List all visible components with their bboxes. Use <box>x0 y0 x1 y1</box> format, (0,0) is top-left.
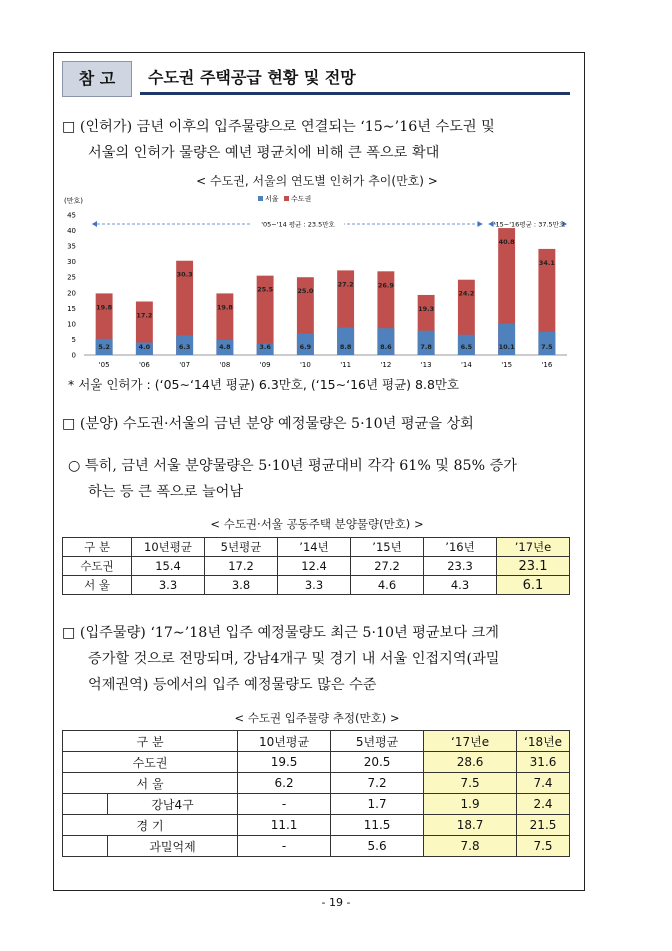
paragraph-line: 증가할 것으로 전망되며, 강남4개구 및 경기 내 서울 인접지역(과밀 <box>88 651 500 667</box>
checkbox-marker: □ <box>62 416 76 432</box>
data-label-seoul: 6.5 <box>460 343 473 351</box>
table-cell: 31.6 <box>517 752 570 773</box>
table-cell: 3.8 <box>205 576 278 595</box>
table-cell: 18.7 <box>424 815 517 836</box>
y-unit-label: (만호) <box>64 197 83 205</box>
table-cell: 7.5 <box>517 836 570 857</box>
paragraph-line: (인허가) 금년 이후의 입주물량으로 연결되는 ‘15∼’16년 수도권 및 <box>79 119 495 135</box>
data-label-seoul: 7.8 <box>420 343 432 351</box>
y-tick-label: 5 <box>71 335 76 344</box>
table-cell: 7.4 <box>517 773 570 794</box>
arrow-head <box>478 221 483 227</box>
legend-label: 수도권 <box>291 195 312 203</box>
data-label-seoul: 5.2 <box>98 343 110 351</box>
table-cell: 2.4 <box>517 794 570 815</box>
table-cell: 7.2 <box>331 773 424 794</box>
table-row <box>63 836 570 857</box>
data-label-capital: 25.5 <box>257 285 274 294</box>
table-cell: 27.2 <box>351 557 424 576</box>
data-label-seoul: 4.0 <box>138 343 151 351</box>
table-cell: 3.3 <box>132 576 205 595</box>
data-label-capital: 19.3 <box>418 304 435 313</box>
checkbox-marker: □ <box>62 625 76 641</box>
table-cell: 12.4 <box>278 557 351 576</box>
section-title: 수도권 주택공급 현황 및 전망 <box>140 61 570 95</box>
y-tick-label: 10 <box>67 320 76 329</box>
table-header-row <box>63 538 570 557</box>
data-label-seoul: 7.5 <box>541 343 553 351</box>
permits-chart <box>62 190 572 375</box>
table-header-cell: ’16년 <box>424 538 497 557</box>
table-header-cell: ‘18년e <box>517 731 570 752</box>
table-cell: 17.2 <box>205 557 278 576</box>
table-cell: 6.2 <box>238 773 331 794</box>
table-header-cell: 10년평균 <box>238 731 331 752</box>
data-label-capital: 34.1 <box>538 258 555 267</box>
table-cell: 1.7 <box>331 794 424 815</box>
data-label-seoul: 6.9 <box>299 343 312 351</box>
x-tick-label: '11 <box>340 361 352 369</box>
table-row <box>63 815 570 836</box>
presale-table <box>62 537 570 595</box>
table-cell: 7.8 <box>424 836 517 857</box>
data-label-seoul: 3.6 <box>259 343 271 351</box>
legend-swatch <box>258 196 263 201</box>
table-cell: 1.9 <box>424 794 517 815</box>
table-row <box>63 794 570 815</box>
legend-label: 서울 <box>265 195 279 203</box>
table-header-cell: ’14년 <box>278 538 351 557</box>
annotation-label: '15~'16평균 : 37.5만호 <box>493 220 566 229</box>
table-cell: 경 기 <box>63 815 238 836</box>
x-tick-label: '08 <box>219 361 231 369</box>
arrow-head <box>92 221 97 227</box>
paragraph-presale <box>62 411 474 437</box>
section-header <box>62 61 572 97</box>
bullet-marker: ○ <box>68 458 81 474</box>
table-cell: 서 울 <box>63 773 238 794</box>
table-header-cell: 구 분 <box>63 538 132 557</box>
paragraph-line: 서울의 인허가 물량은 예년 평균치에 비해 큰 폭으로 확대 <box>88 145 440 161</box>
legend-swatch <box>284 196 289 201</box>
x-tick-label: '15 <box>501 361 513 369</box>
y-tick-label: 25 <box>67 273 76 282</box>
table-cell: 23.3 <box>424 557 497 576</box>
x-tick-label: '12 <box>380 361 392 369</box>
y-tick-label: 30 <box>67 258 76 267</box>
x-tick-label: '06 <box>138 361 150 369</box>
table-cell: 11.1 <box>238 815 331 836</box>
paragraph-line: (분양) 수도권·서울의 금년 분양 예정물량은 5·10년 평균을 상회 <box>79 416 474 432</box>
table-header-row <box>63 731 570 752</box>
table-header-cell: 5년평균 <box>331 731 424 752</box>
data-label-capital: 25.0 <box>297 287 314 296</box>
data-label-seoul: 8.6 <box>380 343 392 351</box>
y-tick-label: 0 <box>71 351 76 360</box>
x-tick-label: '10 <box>299 361 311 369</box>
y-tick-label: 15 <box>67 304 76 313</box>
data-label-capital: 30.3 <box>176 270 193 279</box>
table-cell: 5.6 <box>331 836 424 857</box>
table-cell: - <box>238 836 331 857</box>
table-cell: 6.1 <box>497 576 570 595</box>
table1-caption: < 수도권·서울 공동주택 분양물량(만호) > <box>210 517 424 531</box>
table-cell: 3.3 <box>278 576 351 595</box>
table-cell: 11.5 <box>331 815 424 836</box>
table-row <box>63 752 570 773</box>
annotation-label: '05~'14 평균 : 23.5만호 <box>261 220 335 229</box>
table2-caption: < 수도권 입주물량 추정(만호) > <box>234 711 400 725</box>
chart-caption: < 수도권, 서울의 연도별 인허가 추이(만호) > <box>196 174 438 188</box>
table-cell: 20.5 <box>331 752 424 773</box>
y-tick-label: 35 <box>67 242 76 251</box>
indent-spacer <box>63 794 108 815</box>
chart-footnote: * 서울 인허가 : (‘05∼‘14년 평균) 6.3만호, (‘15∼‘16년 평균) 8.8만호 <box>68 377 460 392</box>
paragraph-move-in <box>62 620 500 698</box>
data-label-capital: 26.9 <box>377 281 394 290</box>
arrow-head <box>489 221 494 227</box>
paragraph-line: 하는 등 큰 폭으로 늘어남 <box>88 484 244 500</box>
table-cell: 수도권 <box>63 557 132 576</box>
paragraph-seoul-presale <box>68 453 517 505</box>
y-tick-label: 40 <box>67 227 76 236</box>
table-header-cell: 구 분 <box>63 731 238 752</box>
data-label-seoul: 4.8 <box>219 343 231 351</box>
paragraph-line: 특히, 금년 서울 분양물량은 5·10년 평균대비 각각 61% 및 85% 증가 <box>84 458 517 474</box>
data-label-capital: 27.2 <box>337 280 354 289</box>
data-label-seoul: 10.1 <box>498 343 515 351</box>
page-number: - 19 - <box>321 896 351 909</box>
data-label-seoul: 8.8 <box>339 343 352 351</box>
data-label-capital: 19.8 <box>96 303 113 312</box>
y-tick-label: 45 <box>67 211 76 220</box>
y-tick-label: 20 <box>67 289 76 298</box>
x-tick-label: '16 <box>541 361 553 369</box>
table-header-cell: 10년평균 <box>132 538 205 557</box>
x-tick-label: '14 <box>460 361 472 369</box>
paragraph-line: 억제권역) 등에서의 입주 예정물량도 많은 수준 <box>88 677 377 693</box>
table-header-cell: ‘17년e <box>424 731 517 752</box>
x-tick-label: '13 <box>420 361 432 369</box>
table-header-cell: 5년평균 <box>205 538 278 557</box>
table-header-cell: ’17년e <box>497 538 570 557</box>
x-tick-label: '05 <box>98 361 110 369</box>
indent-spacer <box>63 836 108 857</box>
reference-tag: 참 고 <box>62 61 132 97</box>
table-cell: 서 울 <box>63 576 132 595</box>
x-tick-label: '09 <box>259 361 271 369</box>
table-cell: 수도권 <box>63 752 238 773</box>
table-cell: 7.5 <box>424 773 517 794</box>
table-header-cell: ’15년 <box>351 538 424 557</box>
table-cell: 4.6 <box>351 576 424 595</box>
table-cell: 과밀억제 <box>108 836 238 857</box>
table-cell: 28.6 <box>424 752 517 773</box>
table-cell: 23.1 <box>497 557 570 576</box>
table-cell: 15.4 <box>132 557 205 576</box>
paragraph-permits <box>62 114 495 166</box>
table-row <box>63 557 570 576</box>
move-in-table <box>62 730 570 857</box>
data-label-capital: 17.2 <box>136 311 153 320</box>
checkbox-marker: □ <box>62 119 76 135</box>
table-cell: - <box>238 794 331 815</box>
table-cell: 4.3 <box>424 576 497 595</box>
table-cell: 21.5 <box>517 815 570 836</box>
table-row <box>63 576 570 595</box>
data-label-seoul: 6.3 <box>178 343 191 351</box>
table-cell: 강남4구 <box>108 794 238 815</box>
data-label-capital: 24.2 <box>458 289 475 298</box>
table-cell: 19.5 <box>238 752 331 773</box>
data-label-capital: 19.8 <box>216 303 233 312</box>
paragraph-line: (입주물량) ‘17∼’18년 입주 예정물량도 최근 5·10년 평균보다 크게 <box>79 625 499 641</box>
table-row <box>63 773 570 794</box>
x-tick-label: '07 <box>179 361 191 369</box>
data-label-capital: 40.8 <box>498 238 515 247</box>
